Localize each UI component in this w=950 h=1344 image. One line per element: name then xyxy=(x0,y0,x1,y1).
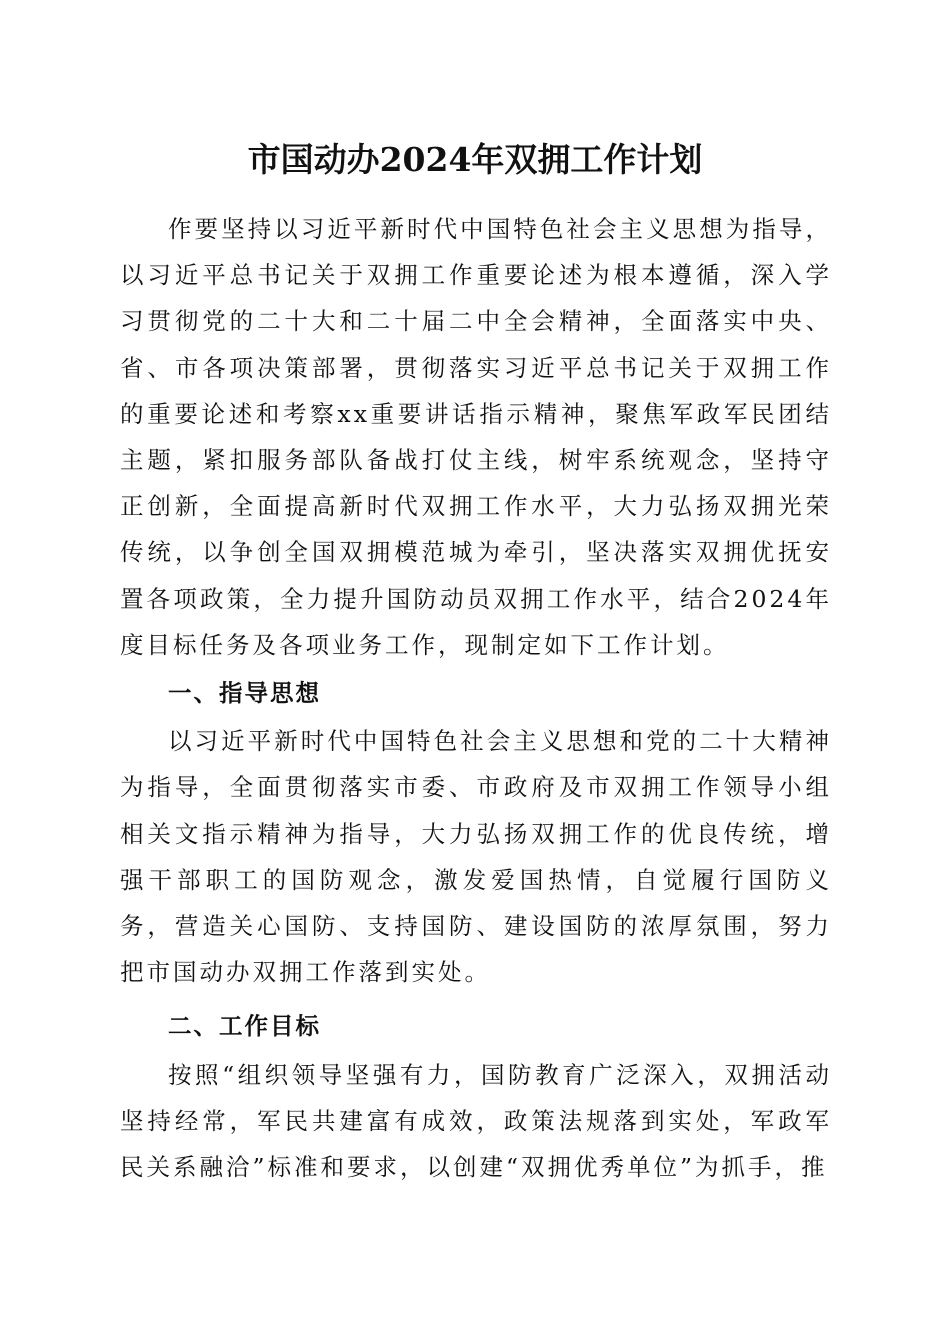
spacer xyxy=(120,995,832,1003)
section-body-guiding-ideology: 以习近平新时代中国特色社会主义思想和党的二十大精神为指导，全面贯彻落实市委、市政府及市双拥工作领导小组相关文指示精神为指导，大力弘扬双拥工作的优良传统，增强干部职工的国防观念，激发爱国热情，自觉履行国防义务，营造关心国防、支持国防、建设国防的浓厚氛围，努力把市国动办双拥工作落到实处。 xyxy=(120,727,832,987)
section-body-work-goals: 按照“组织领导坚强有力，国防教育广泛深入，双拥活动坚持经常，军民共建富有成效，政策法规落到实处，军政军民关系融洽”标准和要求，以创建“双拥优秀单位”为抓手，推 xyxy=(120,1060,832,1182)
section-heading-guiding-ideology: 一、指导思想 xyxy=(168,679,321,708)
document-body xyxy=(120,206,832,1190)
document-title: 市国动办2024年双拥工作计划 xyxy=(247,140,703,179)
section-heading-work-goals: 二、工作目标 xyxy=(168,1012,321,1041)
intro-paragraph: 作要坚持以习近平新时代中国特色社会主义思想为指导，以习近平总书记关于双拥工作重要论述为根本遵循，深入学习贯彻党的二十大和二十届二中全会精神，全面落实中央、省、市各项决策部署，贯彻落实习近平总书记关于双拥工作的重要论述和考察xx重要讲话指示精神，聚焦军政军民团结主题，紧扣服务部队备战打仗主线，树牢系统观念，坚持守正创新，全面提高新时代双拥工作水平，大力弘扬双拥光荣传统，以争创全国双拥模范城为牵引，坚决落实双拥优抚安置各项政策，全力提升国防动员双拥工作水平，结合2024年度目标任务及各项业务工作，现制定如下工作计划。 xyxy=(120,215,832,659)
